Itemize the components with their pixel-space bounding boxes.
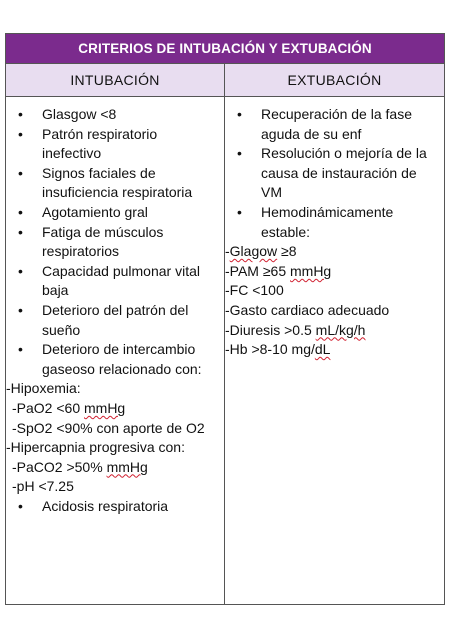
hipoxemia-label: -Hipoxemia: [6, 380, 81, 397]
glasgow-dash: - [225, 243, 230, 260]
pao2-line [12, 399, 220, 419]
intubacion-list-end [18, 497, 220, 517]
list-item: • Signos faciales de insuficiencia respiratoria [18, 164, 220, 203]
list-item: • Patrón respiratorio inefectivo [18, 125, 220, 164]
list-item: • Recuperación de la fase aguda de su enf [237, 105, 440, 144]
table-title: CRITERIOS DE INTUBACIÓN Y EXTUBACIÓN [6, 34, 444, 64]
paco2-unit: mmHg [106, 458, 148, 475]
hb-line [225, 340, 440, 360]
header-intubacion: INTUBACIÓN [6, 64, 225, 96]
hipercapnia-label: -Hipercapnia progresiva con: [6, 439, 185, 456]
pao2-text: -PaO2 <60 [12, 399, 84, 416]
glasgow-word: Glagow [229, 243, 278, 260]
list-item: • Glasgow <8 [18, 105, 220, 125]
diuresis-line [225, 321, 440, 341]
hb-unit: dL [314, 341, 331, 358]
fc-line: -FC <100 [225, 282, 284, 299]
gasto-line: -Gasto cardiaco adecuado [225, 301, 390, 318]
criteria-table [5, 33, 445, 605]
diuresis-unit: mL/kg/h [315, 321, 366, 338]
glasgow-value: ≥8 [277, 243, 297, 260]
header-extubacion: EXTUBACIÓN [287, 72, 382, 88]
list-item: • Fatiga de músculos respiratorios [18, 223, 220, 262]
pam-line [225, 262, 440, 282]
list-item: • Deterioro del patrón del sueño [18, 301, 220, 340]
pam-unit: mmHg [290, 262, 332, 279]
list-item: • Acidosis respiratoria [18, 497, 220, 517]
body-row [6, 97, 444, 605]
list-item: • Deterioro de intercambio gaseoso relacionado con: [18, 340, 220, 379]
header-row [6, 64, 444, 97]
intubacion-cell [6, 97, 225, 605]
diuresis-text: -Diuresis >0.5 [225, 321, 316, 338]
pao2-unit: mmHg [84, 399, 126, 416]
extubacion-cell [225, 97, 444, 605]
glasgow-line [225, 242, 440, 262]
hb-text: -Hb >8-10 mg/ [225, 341, 315, 358]
list-item: • Hemodinámicamente estable: [237, 203, 440, 242]
paco2-line [12, 458, 220, 478]
list-item: • Capacidad pulmonar vital baja [18, 262, 220, 301]
ph-line: -pH <7.25 [12, 478, 74, 495]
pam-text: -PAM ≥65 [225, 262, 290, 279]
list-item: • Agotamiento gral [18, 203, 220, 223]
spo2-line: -SpO2 <90% con aporte de O2 [12, 419, 205, 436]
paco2-text: -PaCO2 >50% [12, 458, 107, 475]
intubacion-list [18, 105, 220, 379]
list-item: • Resolución o mejoría de la causa de instauración de VM [237, 144, 440, 203]
extubacion-list [237, 105, 440, 242]
